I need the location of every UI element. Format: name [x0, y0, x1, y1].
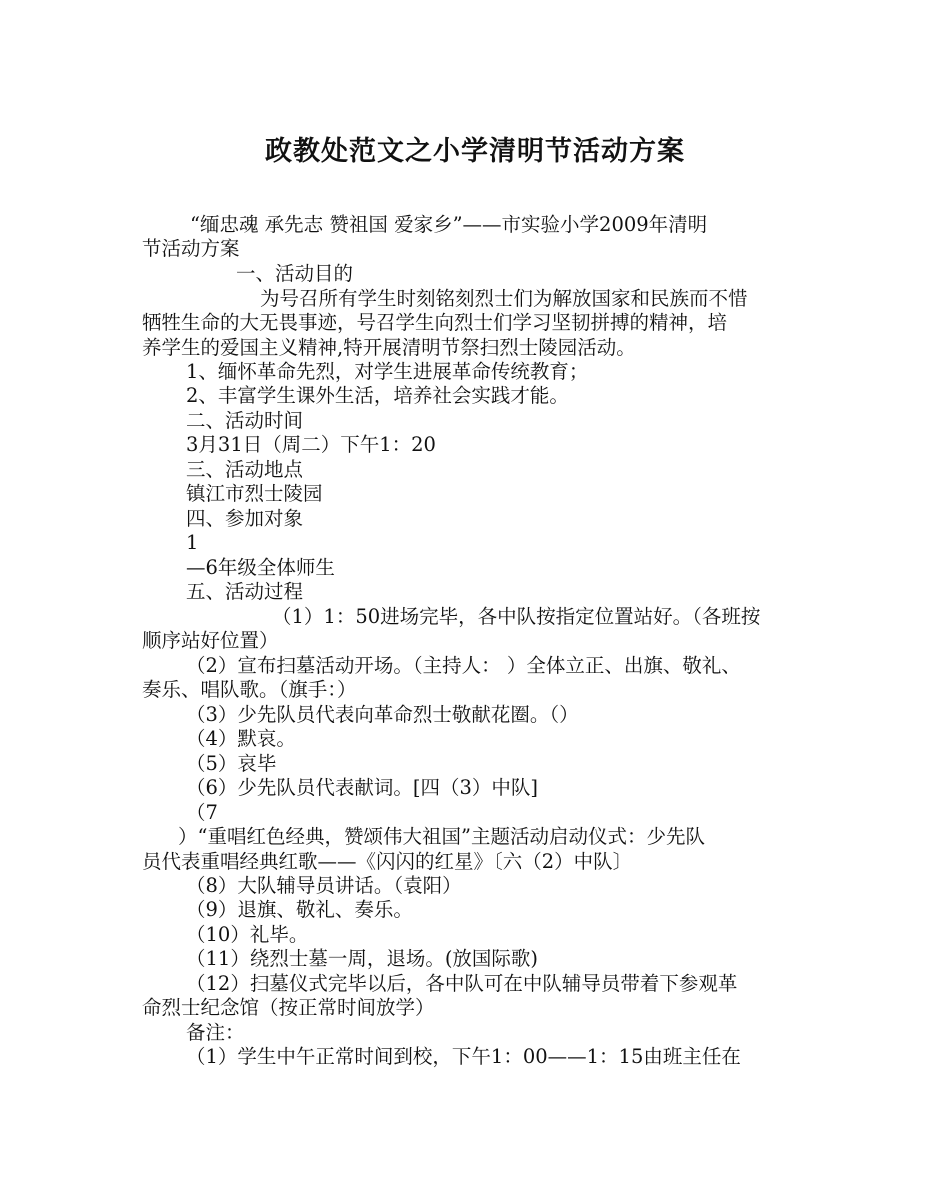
section-heading-process: 五、活动过程 — [186, 580, 304, 603]
process-step-11: （11）绕烈士墓一周，退场。(放国际歌) — [186, 947, 539, 970]
activity-location: 镇江市烈士陵园 — [186, 482, 323, 505]
process-step-6: （6）少先队员代表献词。[四（3）中队] — [186, 776, 539, 799]
process-step-1-line-2: 顺序站好位置） — [142, 629, 279, 652]
process-step-7-line-1: （7 — [186, 801, 218, 824]
process-step-12-line-1: （12）扫墓仪式完毕以后，各中队可在中队辅导员带着下参观革 — [186, 972, 738, 995]
intro-line-1: “缅忠魂 承先志 赞祖国 爱家乡”——市实验小学2009年清明 — [190, 213, 708, 236]
goal-item-2: 2、丰富学生课外生活，培养社会实践才能。 — [186, 384, 569, 407]
process-step-9: （9）退旗、敬礼、奏乐。 — [186, 898, 413, 921]
process-step-7-line-2: ）“重唱红色经典，赞颂伟大祖国”主题活动启动仪式：少先队 — [178, 825, 705, 848]
participants-line-2: —6年级全体师生 — [186, 556, 335, 579]
process-step-12-line-2: 命烈士纪念馆（按正常时间放学） — [142, 996, 435, 1019]
process-step-8: （8）大队辅导员讲话。（袁阳） — [186, 874, 462, 897]
section-heading-location: 三、活动地点 — [186, 458, 304, 481]
section-heading-participants: 四、参加对象 — [186, 507, 304, 530]
section-heading-time: 二、活动时间 — [186, 409, 304, 432]
paragraph-line-1: 为号召所有学生时刻铭刻烈士们为解放国家和民族而不惜 — [260, 287, 748, 310]
process-step-7-line-3: 员代表重唱经典红歌——《闪闪的红星》〔六（2）中队〕 — [142, 850, 633, 873]
participants-line-1: 1 — [186, 531, 199, 554]
paragraph-line-2: 牺牲生命的大无畏事迹，号召学生向烈士们学习坚韧拼搏的精神，培 — [142, 311, 728, 334]
note-item-1: （1）学生中午正常时间到校，下午1：00——1：15由班主任在 — [186, 1045, 741, 1068]
process-step-3: （3）少先队员代表向革命烈士敬献花圈。（） — [186, 703, 579, 726]
notes-heading: 备注： — [186, 1021, 245, 1044]
paragraph-line-3: 养学生的爱国主义精神,特开展清明节祭扫烈士陵园活动。 — [142, 336, 636, 359]
process-step-5: （5）哀毕 — [186, 752, 277, 775]
process-step-2-line-1: （2）宣布扫墓活动开场。（主持人： ）全体立正、出旗、敬礼、 — [186, 654, 741, 677]
process-step-4: （4）默哀。 — [186, 727, 296, 750]
process-step-10: （10）礼毕。 — [186, 923, 309, 946]
activity-time: 3月31日（周二）下午1：20 — [186, 433, 436, 456]
process-step-1-line-1: （1）1：50进场完毕，各中队按指定位置站好。（各班按 — [272, 605, 761, 628]
document-title: 政教处范文之小学清明节活动方案 — [265, 136, 685, 167]
goal-item-1: 1、缅怀革命先烈，对学生进展革命传统教育； — [186, 360, 589, 383]
intro-line-2: 节活动方案 — [142, 237, 240, 260]
process-step-2-line-2: 奏乐、唱队歌。（旗手：） — [142, 678, 357, 701]
section-heading-purpose: 一、活动目的 — [236, 262, 354, 285]
